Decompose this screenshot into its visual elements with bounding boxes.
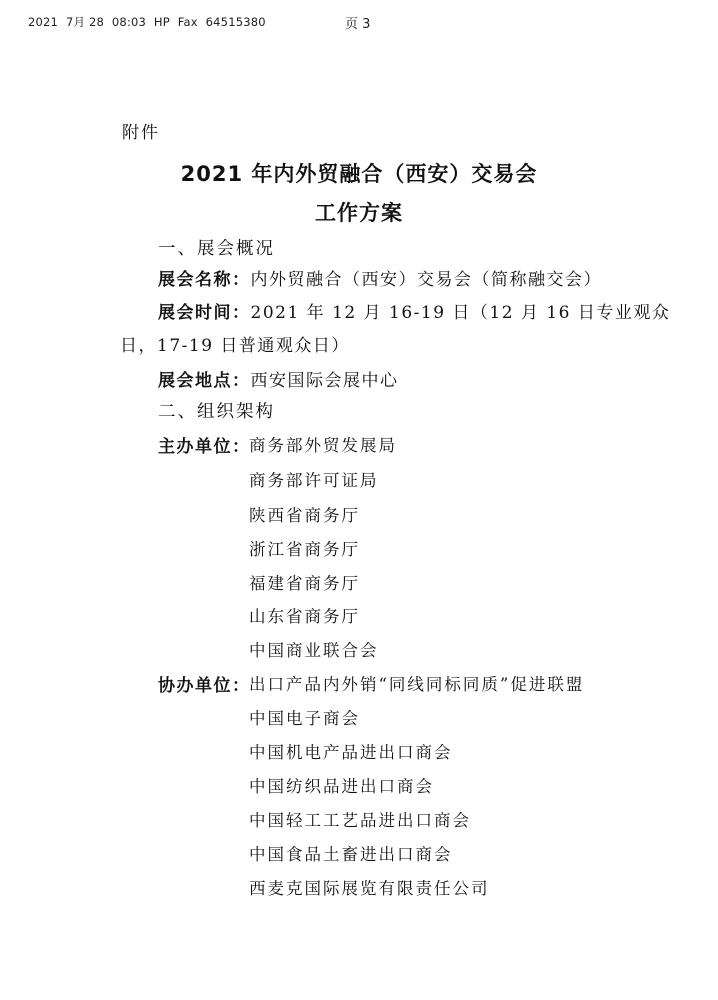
organizer-item: 浙江省商务厅 — [249, 540, 360, 559]
fax-number: 64515380 — [205, 15, 266, 29]
expo-name-value: 内外贸融合（西安）交易会（简称融交会） — [250, 270, 602, 290]
coorganizers-label-row — [158, 671, 251, 696]
fax-header — [28, 14, 270, 30]
organizer-item: 陕西省商务厅 — [249, 506, 360, 525]
attachment-label: 附件 — [122, 123, 160, 143]
expo-time-label: 展会时间： — [158, 303, 251, 323]
document-subtitle: 工作方案 — [315, 201, 403, 225]
fax-page-number: 页 3 — [345, 17, 371, 32]
fax-label: Fax — [177, 15, 198, 29]
organizer-item: 商务部外贸发展局 — [249, 436, 397, 455]
expo-venue-row — [158, 366, 399, 391]
document-title: 2021 年内外贸融合（西安）交易会 — [180, 162, 538, 186]
coorganizers-label: 协办单位： — [158, 676, 251, 696]
organizers-label-row — [158, 432, 251, 457]
section1-heading: 一、展会概况 — [158, 239, 275, 259]
fax-brand: HP — [153, 15, 170, 29]
coorganizer-item: 中国轻工工艺品进出口商会 — [249, 811, 471, 830]
expo-name-label: 展会名称： — [158, 270, 251, 290]
section2-heading: 二、组织架构 — [158, 402, 275, 422]
expo-venue-value: 西安国际会展中心 — [250, 371, 399, 391]
fax-year: 2021 — [28, 15, 59, 29]
expo-time-value-line2: 日，17-19 日普通观众日） — [120, 336, 350, 356]
coorganizer-item: 中国食品土畜进出口商会 — [249, 845, 453, 864]
fax-date: 7月 28 — [65, 15, 105, 29]
coorganizer-item: 中国机电产品进出口商会 — [249, 743, 453, 762]
expo-time-row — [158, 298, 670, 323]
coorganizer-item: 中国电子商会 — [249, 709, 360, 728]
organizer-item: 福建省商务厅 — [249, 574, 360, 593]
expo-time-value-line1: 2021 年 12 月 16-19 日（12 月 16 日专业观众 — [250, 303, 671, 323]
organizer-item: 商务部许可证局 — [249, 471, 379, 490]
expo-venue-label: 展会地点： — [158, 371, 251, 391]
coorganizer-item: 西麦克国际展览有限责任公司 — [249, 879, 490, 898]
organizer-item: 山东省商务厅 — [249, 607, 360, 626]
organizers-label: 主办单位： — [158, 437, 251, 457]
organizer-item: 中国商业联合会 — [249, 641, 379, 660]
fax-time: 08:03 — [111, 15, 147, 29]
coorganizer-item: 出口产品内外销“同线同标同质”促进联盟 — [249, 675, 585, 694]
coorganizer-item: 中国纺织品进出口商会 — [249, 777, 434, 796]
expo-name-row — [158, 265, 602, 290]
